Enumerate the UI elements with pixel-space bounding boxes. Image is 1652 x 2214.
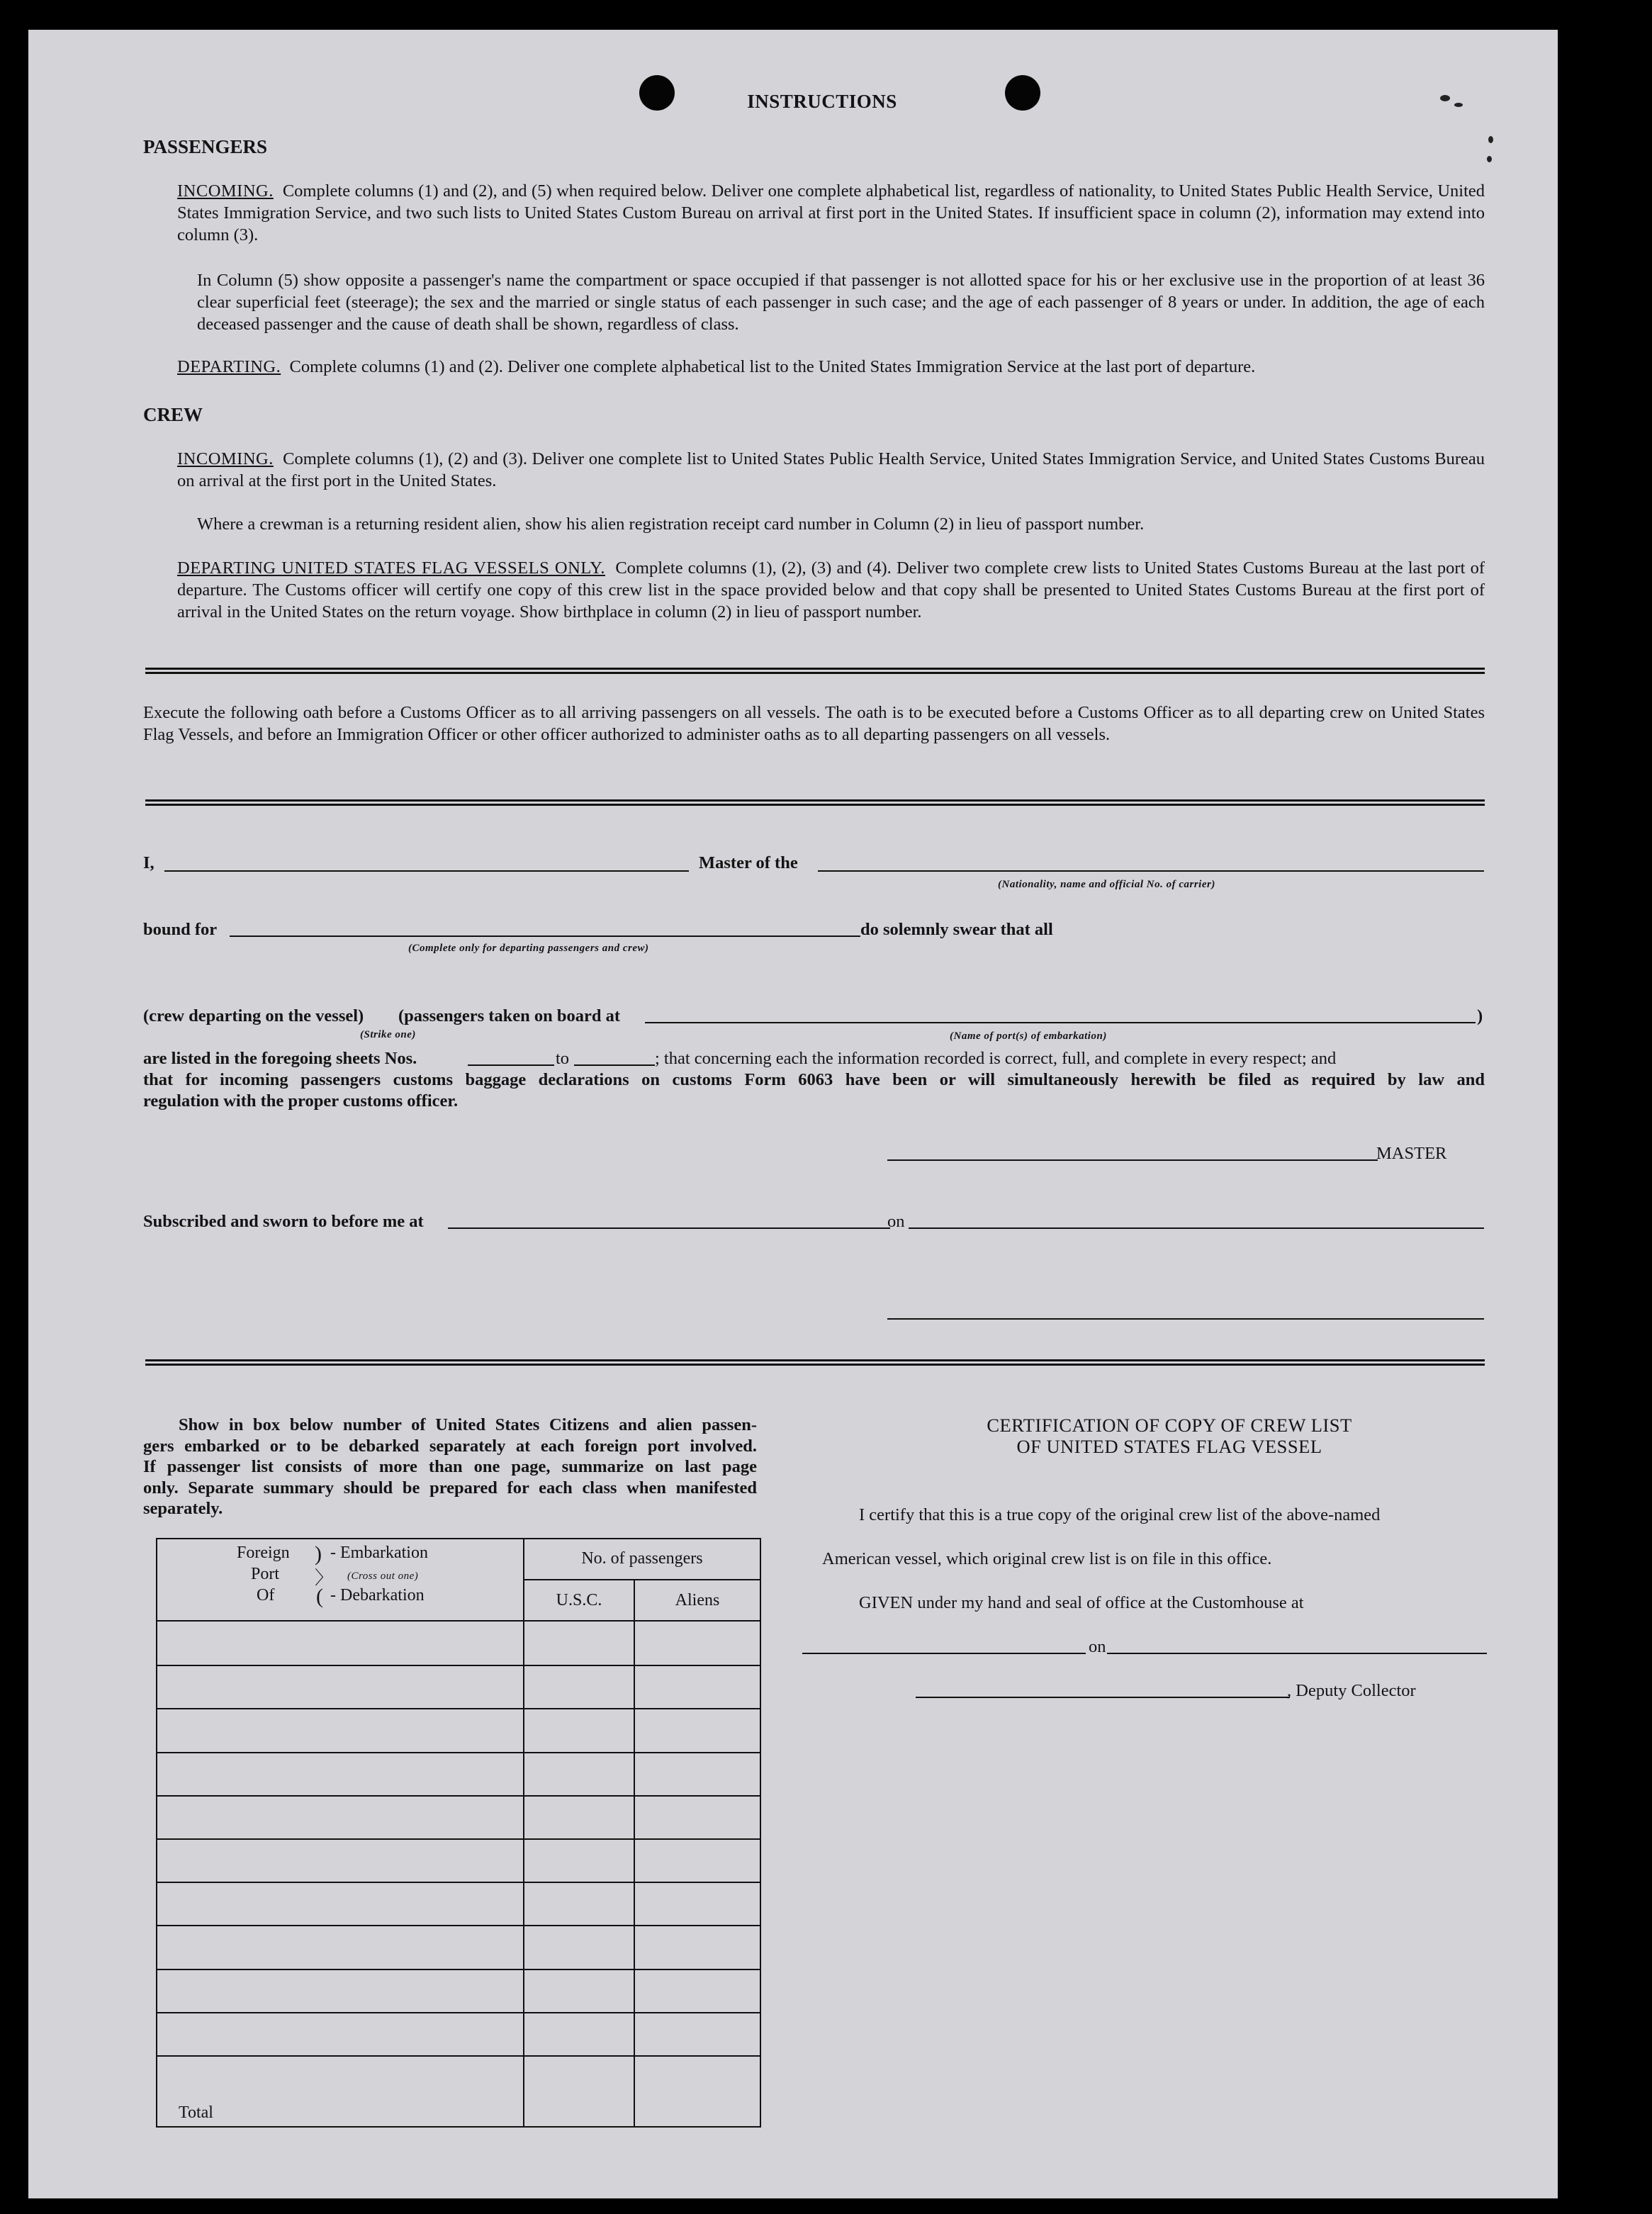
summary-line-2: gers embarked or to be debarked separately at each foreign port involved.	[143, 1436, 757, 1456]
table-header-port	[157, 1539, 524, 1622]
aliens-label: Aliens	[675, 1591, 720, 1609]
sworn-place-field[interactable]	[448, 1227, 890, 1229]
foreign-label: Foreign	[237, 1544, 290, 1562]
master-label: MASTER	[1376, 1144, 1447, 1163]
carrier-field[interactable]	[818, 870, 1484, 872]
summary-line-3: If passenger list consists of more than one page, summarize on last page	[143, 1457, 757, 1476]
crew-incoming	[177, 448, 1485, 492]
certify-line-1: I certify that this is a true copy of the original crew list of the above-named	[859, 1505, 1381, 1524]
passengers-taken-label: (passengers taken on board at	[398, 1006, 621, 1025]
sheet-from-field[interactable]	[468, 1064, 554, 1066]
customhouse-field[interactable]	[802, 1653, 1086, 1654]
strike-one-note: (Strike one)	[360, 1029, 416, 1040]
debarkation-label: - Debarkation	[330, 1586, 425, 1605]
certify-line-2: American vessel, which original crew list is on file in this office.	[822, 1549, 1272, 1568]
sworn-date-field[interactable]	[909, 1227, 1484, 1229]
crew-resident-alien: Where a crewman is a returning resident alien, show his alien registration receipt card number in Column (2) in lieu of passport number.	[197, 515, 1145, 534]
brace-bottom: (	[316, 1585, 323, 1608]
oath-instruction: Execute the following oath before a Customs Officer as to all arriving passengers on all vessels. The oath is to be executed before a Customs Officer as to all departing crew on United States Flag Vessels, and before an Immigration Officer or other officer authorized to administer oaths as to all departing passengers on all vessels.	[143, 703, 1485, 744]
usc-label: U.S.C.	[556, 1591, 602, 1609]
deputy-signature-field[interactable]	[916, 1697, 1290, 1698]
master-of-the-label: Master of the	[699, 853, 798, 872]
certification-title-2: OF UNITED STATES FLAG VESSEL	[1016, 1436, 1322, 1457]
given-line: GIVEN under my hand and seal of office at the Customhouse at	[859, 1593, 1304, 1612]
table-row[interactable]	[157, 1795, 760, 1797]
table-row[interactable]	[157, 1882, 760, 1883]
summary-instruction	[143, 1415, 757, 1519]
divider-1	[145, 668, 1485, 674]
cross-out-note: (Cross out one)	[347, 1570, 419, 1582]
cert-on-label: on	[1089, 1637, 1106, 1656]
usc-header	[524, 1580, 635, 1622]
officer-signature-field[interactable]	[887, 1318, 1484, 1320]
passengers-incoming-text: Complete columns (1) and (2), and (5) when required below. Deliver one complete alphabetical list, regardless of nationality, to United States Public Health Service, United States Immigration Service, and two such lists to United States Custom Bureau on arrival at first port in the United States. If insufficient space in column (2), information may extend into column (3).	[177, 181, 1485, 245]
table-row[interactable]	[157, 1925, 760, 1926]
port-label: Port	[251, 1565, 280, 1583]
carrier-note: (Nationality, name and official No. of carrier)	[998, 879, 1215, 890]
crew-heading: CREW	[143, 404, 203, 425]
no-passengers-label: No. of passengers	[581, 1549, 703, 1568]
embarkation-label: - Embarkation	[330, 1544, 428, 1562]
listed-d: regulation with the proper customs officer.	[143, 1091, 459, 1111]
master-signature-field[interactable]	[887, 1159, 1378, 1161]
table-row[interactable]	[157, 1708, 760, 1709]
cert-date-field[interactable]	[1107, 1653, 1487, 1654]
aliens-header	[635, 1580, 760, 1622]
summary-line-1: Show in box below number of United States Citizens and alien passen-	[179, 1415, 757, 1434]
form-sheet	[28, 30, 1558, 2198]
passengers-departing	[177, 356, 1485, 378]
table-row[interactable]	[157, 2055, 760, 2057]
passengers-departing-text: Complete columns (1) and (2). Deliver one complete alphabetical list to the United States Immigration Service at the last port of departure.	[289, 357, 1256, 376]
crew-departing-flag-label: DEPARTING UNITED STATES FLAG VESSELS ONLY.	[177, 558, 605, 578]
summary-line-4: only. Separate summary should be prepared for each class when manifested	[143, 1478, 757, 1497]
embarkation-ports-field[interactable]	[645, 1022, 1476, 1023]
subscribed-label: Subscribed and sworn to before me at	[143, 1212, 424, 1231]
listed-sheets-label: are listed in the foregoing sheets Nos.	[143, 1049, 417, 1068]
passengers-incoming	[177, 180, 1485, 246]
sworn-on-label: on	[887, 1212, 905, 1231]
page-title: INSTRUCTIONS	[747, 91, 897, 112]
table-row[interactable]	[157, 1969, 760, 1970]
table-row[interactable]	[157, 2012, 760, 2013]
col-divider-2	[634, 1622, 635, 2126]
summary-line-5: separately.	[143, 1499, 223, 1518]
crew-departing-flag-text: Complete columns (1), (2), (3) and (4). Deliver two complete crew lists to United States Customs Bureau at the last port of departure. The Customs officer will certify one copy of this crew list in the space provided below and that copy shall be presented to United States Customs Bureau at the first port of arrival in the United States on the return voyage. Show birthplace in column (2) in lieu of passport number.	[177, 558, 1485, 622]
speck	[1488, 136, 1493, 143]
oath-i: I,	[143, 853, 154, 872]
crew-incoming-label: INCOMING.	[177, 449, 274, 468]
table-row[interactable]	[157, 1665, 760, 1666]
total-label: Total	[179, 2103, 213, 2122]
crew-departing-label: (crew departing on the vessel)	[143, 1006, 364, 1025]
brace-top: )	[315, 1542, 322, 1566]
passenger-summary-table	[156, 1538, 761, 2128]
listed-c: that for incoming passengers customs baggage declarations on customs Form 6063 have been or will simultaneously herewith be filed as required by law and	[143, 1070, 1485, 1089]
table-row[interactable]	[157, 1752, 760, 1753]
listed-to-label: to	[556, 1049, 570, 1068]
passengers-column5: In Column (5) show opposite a passenger's name the compartment or space occupied if that passenger is not allotted space for his or her exclusive use in the proportion of at least 36 clear superficial feet (steerage); the sex and the married or single status of each passenger in such case; and the age of each passenger of 8 years or under. In addition, the age of each deceased passenger and the cause of death shall be shown, regardless of class.	[197, 271, 1485, 334]
of-label: Of	[257, 1586, 275, 1605]
bound-for-field[interactable]	[230, 935, 860, 937]
no-passengers-header	[524, 1539, 760, 1580]
divider-2	[145, 799, 1485, 806]
certification-title-1: CERTIFICATION OF COPY OF CREW LIST	[987, 1415, 1352, 1436]
ports-note: (Name of port(s) of embarkation)	[950, 1030, 1107, 1042]
close-paren: )	[1477, 1006, 1483, 1025]
col-divider-1	[523, 1622, 524, 2126]
brace-mid: 〉	[315, 1568, 334, 1588]
crew-incoming-text: Complete columns (1), (2) and (3). Deliver one complete list to United States Public Health Service, United States Immigration Service, and United States Customs Bureau on arrival at the first port in the United States.	[177, 449, 1485, 490]
bound-for-label: bound for	[143, 920, 218, 939]
speck	[1487, 156, 1492, 162]
master-name-field[interactable]	[164, 870, 689, 872]
listed-b: ; that concerning each the information recorded is correct, full, and complete in every respect; and	[655, 1049, 1337, 1068]
sheet-to-field[interactable]	[574, 1064, 655, 1066]
passengers-incoming-label: INCOMING.	[177, 181, 274, 201]
bound-note: (Complete only for departing passengers and crew)	[408, 943, 649, 954]
divider-3	[145, 1359, 1485, 1366]
passengers-departing-label: DEPARTING.	[177, 357, 281, 376]
swear-label: do solemnly swear that all	[860, 920, 1053, 939]
passengers-heading: PASSENGERS	[143, 136, 268, 157]
crew-departing-flag	[177, 557, 1485, 623]
table-row[interactable]	[157, 1838, 760, 1840]
deputy-label: , Deputy Collector	[1287, 1681, 1416, 1700]
